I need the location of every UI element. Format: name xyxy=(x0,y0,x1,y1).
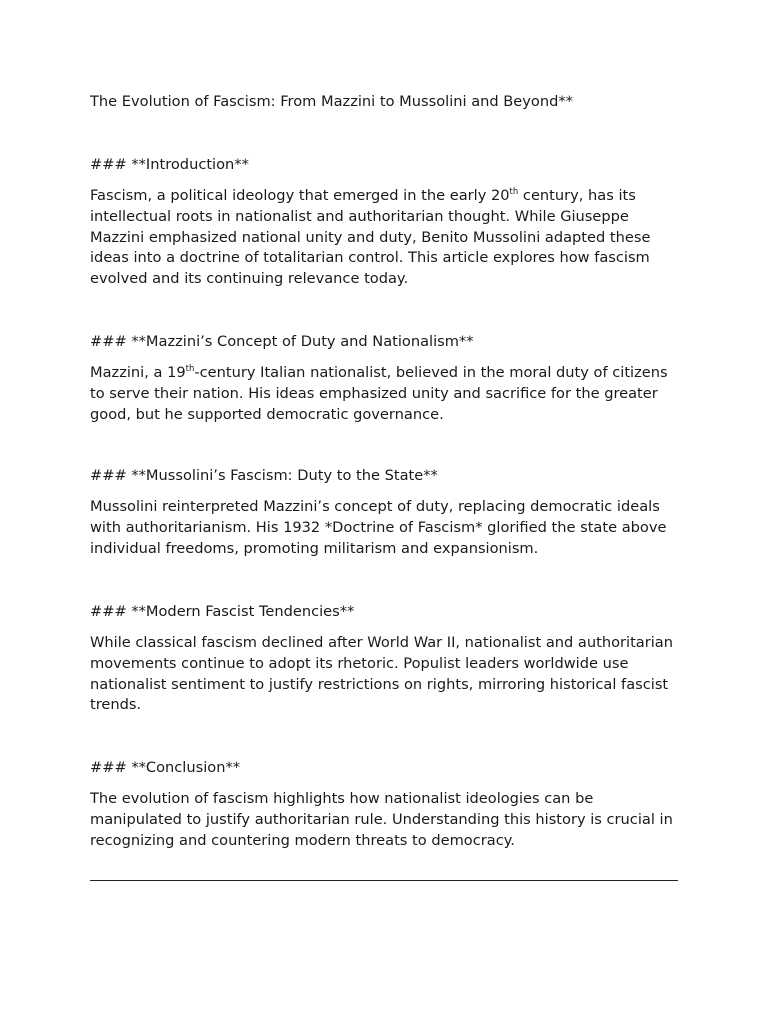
section-mussolini xyxy=(90,466,678,559)
paragraph-text: -century Italian nationalist, believed in the moral duty of citizens to serve their nation. His ideas emphasized unity and sacrifice for the greater good, but he supported democratic governance. xyxy=(90,364,668,423)
section-paragraph: While classical fascism declined after World War II, nationalist and authoritarian movements continue to adopt its rhetoric. Populist leaders worldwide use nationalist sentiment to justify restrictions on rights, mirroring historical fascist trends. xyxy=(90,634,673,714)
section-heading: ### **Introduction** xyxy=(90,156,249,173)
section-conclusion xyxy=(90,758,678,851)
document-title: The Evolution of Fascism: From Mazzini to Mussolini and Beyond** xyxy=(90,93,573,110)
section-heading: ### **Modern Fascist Tendencies** xyxy=(90,603,355,620)
section-mazzini xyxy=(90,332,678,425)
section-paragraph xyxy=(90,186,678,290)
section-introduction xyxy=(90,155,678,290)
section-heading: ### **Conclusion** xyxy=(90,759,241,776)
section-modern-tendencies xyxy=(90,602,678,716)
paragraph-text: century, has its intellectual roots in nationalist and authoritarian thought. While Giuseppe Mazzini emphasized national unity and duty, Benito Mussolini adapted these ideas into a doctrine of totalitarian control. This article explores how fascism evolved and its continuing relevance today. xyxy=(90,187,651,288)
paragraph-text: Mazzini, a 19 xyxy=(90,364,186,381)
section-paragraph: The evolution of fascism highlights how nationalist ideologies can be manipulated to justify authoritarian rule. Understanding this history is crucial in recognizing and countering modern threats to democracy. xyxy=(90,790,673,849)
section-paragraph xyxy=(90,363,678,425)
section-paragraph: Mussolini reinterpreted Mazzini’s concept of duty, replacing democratic ideals with authoritarianism. His 1932 *Doctrine of Fascism* glorified the state above individual freedoms, promoting militarism and expansionism. xyxy=(90,498,667,557)
section-heading: ### **Mazzini’s Concept of Duty and Nationalism** xyxy=(90,333,474,350)
superscript: th xyxy=(509,187,519,197)
section-heading: ### **Mussolini’s Fascism: Duty to the State** xyxy=(90,467,438,484)
horizontal-rule xyxy=(90,880,678,881)
paragraph-text: Fascism, a political ideology that emerged in the early 20 xyxy=(90,187,510,204)
superscript: th xyxy=(185,364,195,374)
